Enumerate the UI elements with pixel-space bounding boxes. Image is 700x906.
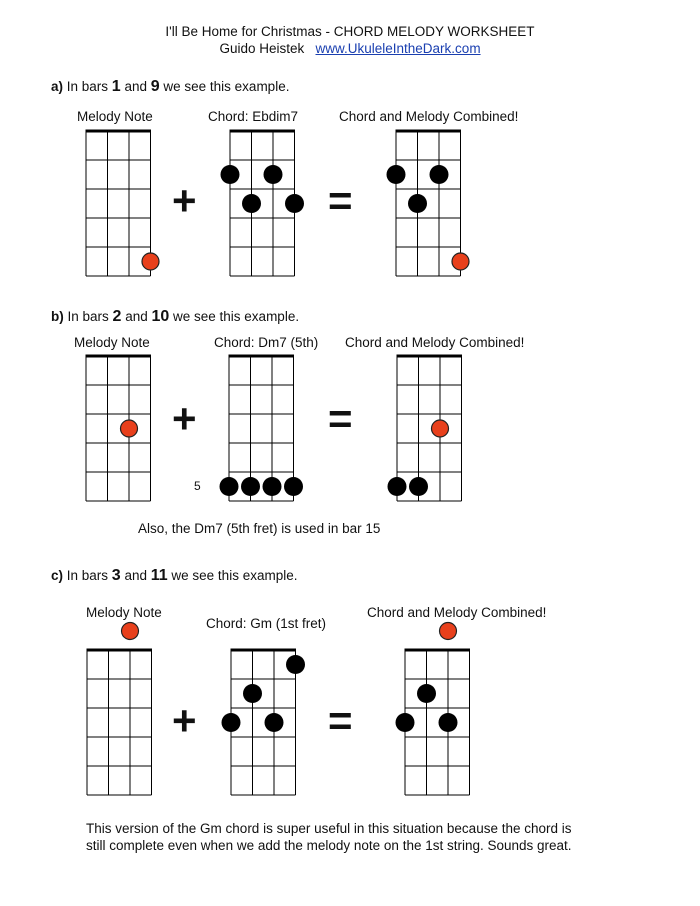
bar-number: 9 [150, 78, 160, 95]
chord-finger-dot [286, 655, 305, 674]
plus-sign: + [172, 395, 197, 442]
equals-sign: = [328, 177, 353, 224]
intro-text: and [121, 309, 152, 324]
intro-text: we see this example. [159, 79, 290, 94]
melody-note-dot [432, 420, 449, 437]
melody-note-diagram [87, 650, 164, 801]
chord-finger-dot [242, 194, 261, 213]
chord-label: Chord: Gm (1st fret) [206, 616, 327, 631]
section-letter: c) [51, 568, 64, 583]
chord-label: Chord: Ebdim7 [208, 109, 299, 124]
plus-sign: + [172, 177, 197, 224]
website-link[interactable]: www.UkuleleIntheDark.com [315, 41, 481, 56]
dm7-note: Also, the Dm7 (5th fret) is used in bar 15 [138, 521, 381, 536]
chord-finger-dot [396, 713, 415, 732]
bar-number: 11 [150, 567, 168, 584]
chord-finger-dot [241, 477, 260, 496]
chord-finger-dot [264, 165, 283, 184]
equals-sign: = [328, 697, 353, 744]
chord-finger-dot [243, 684, 262, 703]
section-b-heading [51, 308, 299, 326]
section-a-heading [51, 78, 289, 96]
combined-diagram [397, 356, 474, 507]
intro-text: we see this example. [167, 568, 298, 583]
intro-text: we see this example. [169, 309, 300, 324]
combined-label: Chord and Melody Combined! [345, 335, 525, 350]
intro-text: and [120, 79, 151, 94]
combined-diagram [396, 131, 473, 282]
fretboard-svg [393, 624, 482, 801]
chord-finger-dot [263, 477, 282, 496]
chord-diagram [230, 131, 307, 282]
melody-note-dot [122, 623, 139, 640]
intro-text: In bars [63, 568, 112, 583]
intro-text: In bars [63, 79, 112, 94]
melody-note-diagram [86, 131, 163, 282]
bar-number: 3 [111, 567, 121, 584]
fretboard-svg [74, 105, 163, 282]
chord-finger-dot [221, 165, 240, 184]
fretboard-svg [218, 105, 307, 282]
intro-text: In bars [63, 309, 113, 324]
melody-note-dot [142, 253, 159, 270]
chord-finger-dot [388, 477, 407, 496]
fretboard-svg [74, 330, 163, 507]
melody-note-dot [121, 420, 138, 437]
fretboard-svg [217, 330, 306, 507]
chord-finger-dot [265, 713, 284, 732]
melody-note-label: Melody Note [77, 109, 153, 124]
chord-diagram [231, 650, 308, 801]
fret-number-label: 5 [194, 478, 201, 493]
chord-finger-dot [387, 165, 406, 184]
section-letter: a) [51, 79, 64, 94]
melody-note-label: Melody Note [86, 605, 162, 620]
bar-number: 2 [112, 308, 122, 325]
chord-finger-dot [417, 684, 436, 703]
fretboard-svg [75, 624, 164, 801]
melody-note-dot [452, 253, 469, 270]
plus-sign: + [172, 697, 197, 744]
section-c-heading [51, 567, 297, 585]
gm-explanation: This version of the Gm chord is super useful in this situation because the chord is still complete even when we add the melody note on the 1st string. Sounds great. [86, 821, 572, 853]
melody-note-label: Melody Note [74, 335, 150, 350]
chord-finger-dot [222, 713, 241, 732]
chord-finger-dot [284, 477, 303, 496]
section-letter: b) [51, 309, 64, 324]
combined-label: Chord and Melody Combined! [339, 109, 519, 124]
chord-finger-dot [430, 165, 449, 184]
fretboard-svg [385, 330, 474, 507]
chord-diagram [194, 356, 306, 507]
author-name: Guido Heistek [219, 41, 305, 56]
intro-text: and [120, 568, 151, 583]
author-line [0, 41, 700, 56]
melody-note-diagram [86, 356, 163, 507]
chord-finger-dot [409, 477, 428, 496]
bar-number: 1 [111, 78, 121, 95]
chord-finger-dot [285, 194, 304, 213]
chord-label: Chord: Dm7 (5th) [214, 335, 319, 350]
chord-finger-dot [408, 194, 427, 213]
chord-finger-dot [439, 713, 458, 732]
bar-number: 10 [151, 308, 170, 325]
melody-note-dot [440, 623, 457, 640]
combined-diagram [405, 650, 482, 801]
chord-finger-dot [220, 477, 239, 496]
equals-sign: = [328, 395, 353, 442]
fretboard-svg [219, 624, 308, 801]
combined-label: Chord and Melody Combined! [367, 605, 547, 620]
fretboard-svg [384, 105, 473, 282]
worksheet-title: I'll Be Home for Christmas - CHORD MELODY WORKSHEET [165, 24, 535, 39]
